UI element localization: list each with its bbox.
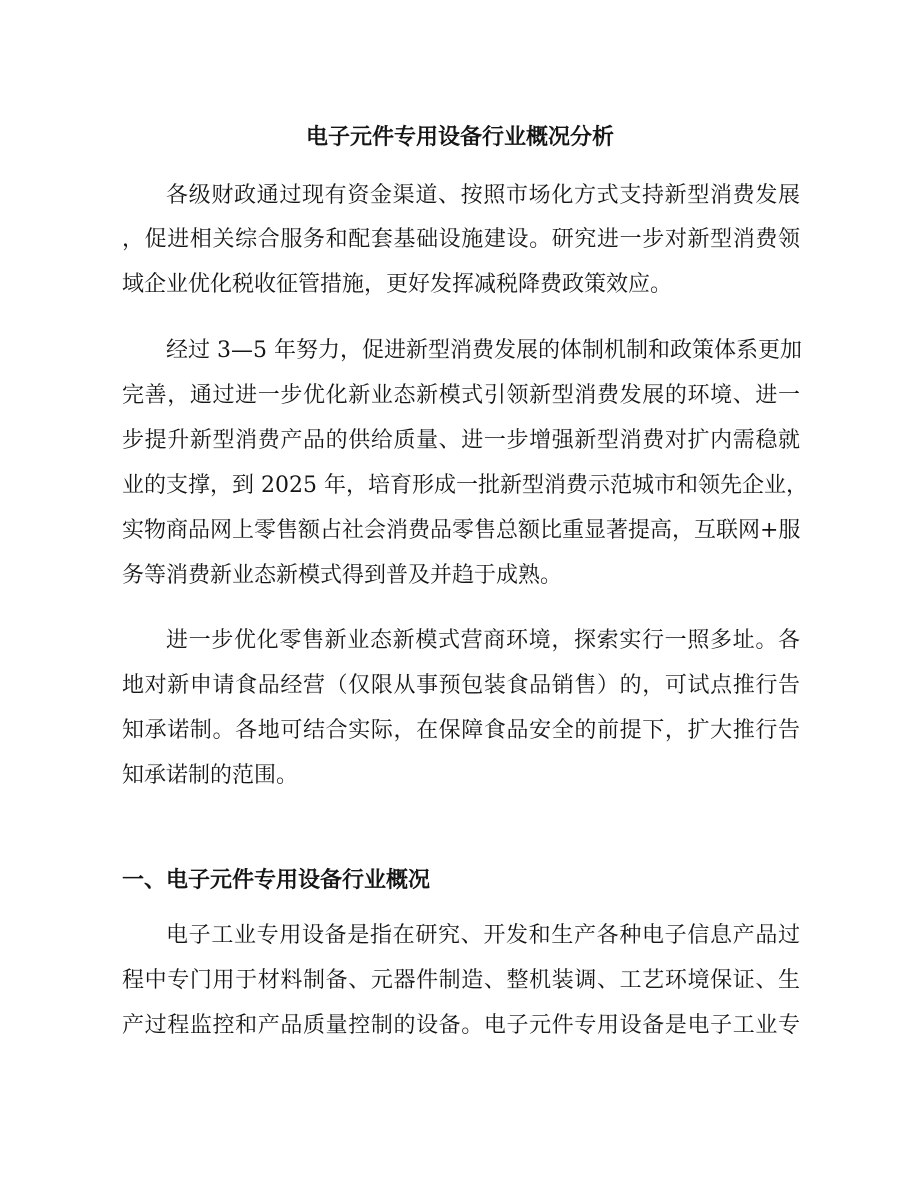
text-line: 完善，通过进一步优化新业态新模式引领新型消费发展的环境、进一 bbox=[122, 383, 800, 408]
text-line: 各级财政通过现有资金渠道、按照市场化方式支持新型消费发展 bbox=[166, 183, 800, 208]
text-line: 实物商品网上零售额占社会消费品零售总额比重显著提高，互联网+服 bbox=[122, 518, 801, 543]
text-line: 域企业优化税收征管措施，更好发挥减税降费政策效应。 bbox=[122, 272, 673, 297]
text-line: 务等消费新业态新模式得到普及并趋于成熟。 bbox=[122, 563, 563, 588]
text-line: 程中专门用于材料制备、元器件制造、整机装调、工艺环境保证、生 bbox=[122, 968, 800, 993]
text-line: 进一步优化零售新业态新模式营商环境，探索实行一照多址。各 bbox=[166, 628, 800, 653]
text-line: 经过 3—5 年努力，促进新型消费发展的体制机制和政策体系更加 bbox=[166, 338, 802, 363]
text-line: 电子工业专用设备是指在研究、开发和生产各种电子信息产品过 bbox=[166, 923, 800, 948]
document-title: 电子元件专用设备行业概况分析 bbox=[305, 124, 614, 150]
text-line: 知承诺制。各地可结合实际，在保障食品安全的前提下，扩大推行告 bbox=[122, 718, 800, 743]
section-heading: 一、电子元件专用设备行业概况 bbox=[122, 867, 431, 893]
text-line: ，促进相关综合服务和配套基础设施建设。研究进一步对新型消费领 bbox=[122, 227, 800, 252]
text-line: 地对新申请食品经营（仅限从事预包装食品销售）的，可试点推行告 bbox=[122, 673, 800, 698]
text-line: 业的支撑，到 2025 年，培育形成一批新型消费示范城市和领先企业， bbox=[122, 473, 808, 498]
text-line: 知承诺制的范围。 bbox=[122, 763, 299, 788]
text-line: 步提升新型消费产品的供给质量、进一步增强新型消费对扩内需稳就 bbox=[122, 428, 800, 453]
text-line: 产过程监控和产品质量控制的设备。电子元件专用设备是电子工业专 bbox=[122, 1013, 800, 1038]
